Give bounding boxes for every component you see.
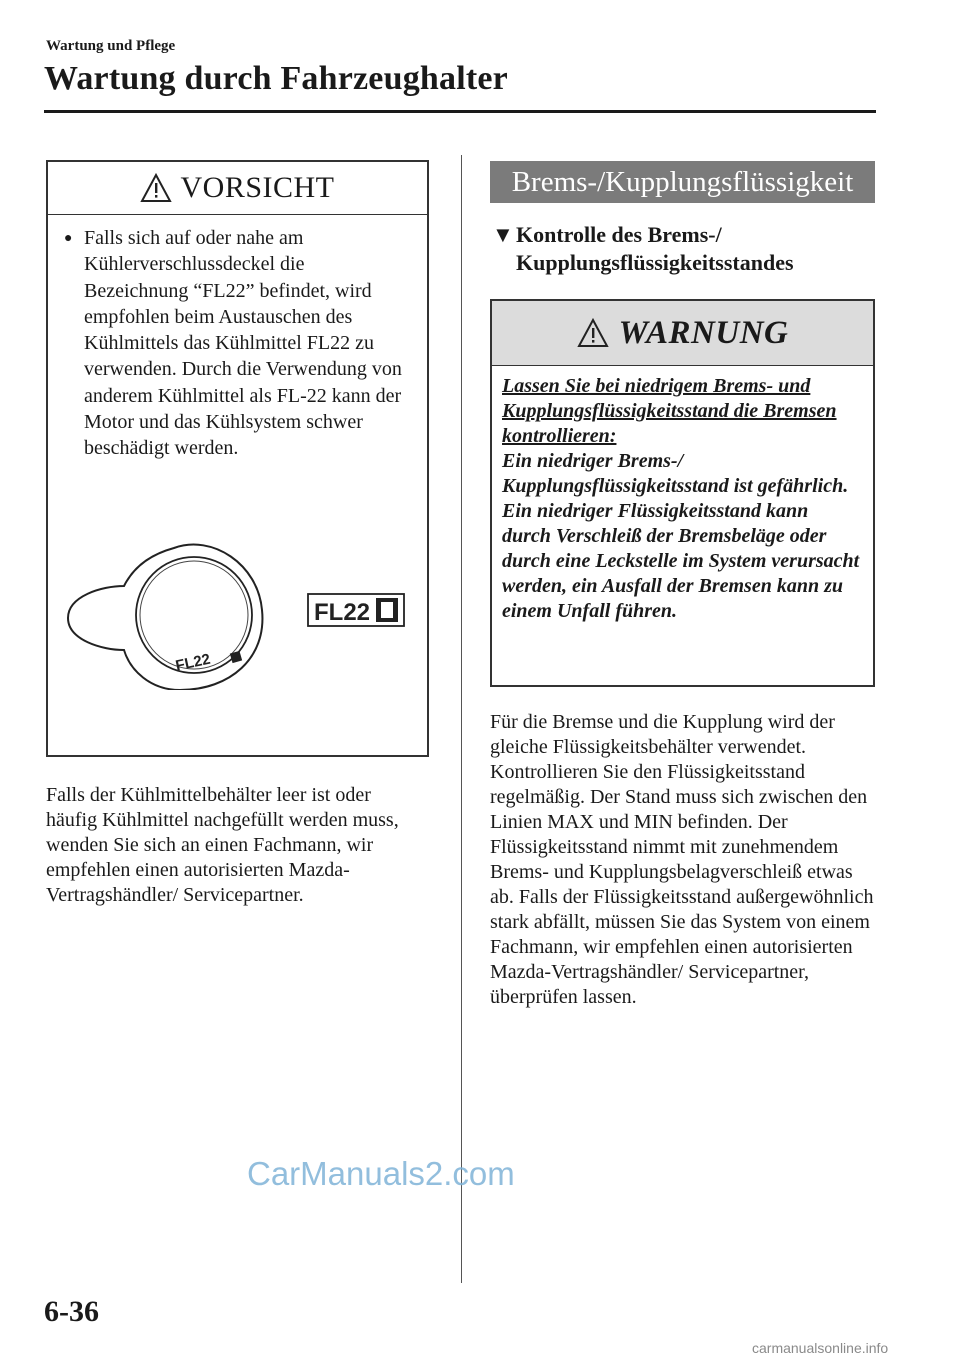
warning-triangle-icon bbox=[577, 318, 609, 348]
caution-title: VORSICHT bbox=[180, 171, 335, 204]
watermark: CarManuals2.com bbox=[247, 1155, 515, 1192]
warning-lead: Lassen Sie bei niedrigem Brems- und Kupplungsflüssigkeitsstand die Bremsen kontrollieren: bbox=[502, 375, 837, 447]
caution-bullet-text: Falls sich auf oder nahe am Kühlerverschlussdeckel die Bezeichnung “FL22” befindet, wird empfohlen beim Austauschen des Kühlmittels das Kühlmittel FL22 zu verwenden. Durch die Verwendung von anderem Kühlmittel als FL-22 kann der Motor und das Kühlsystem schwer beschädigt werden. bbox=[84, 227, 402, 460]
cap-fl22-label: FL22 bbox=[174, 650, 212, 675]
warning-title: WARNUNG bbox=[618, 314, 789, 351]
section-label: Wartung und Pflege bbox=[46, 38, 176, 54]
page-number: 6-36 bbox=[44, 1295, 99, 1328]
bullet-icon: ● bbox=[64, 231, 73, 246]
subheading-text: Kontrolle des Brems-/ Kupplungsflüssigkeitsstandes bbox=[516, 222, 794, 275]
column-divider bbox=[461, 155, 462, 1283]
warning-body bbox=[492, 366, 873, 624]
warning-header bbox=[492, 301, 873, 366]
warning-text: Ein niedriger Brems-/ Kupplungsflüssigkeitsstand ist gefährlich. Ein niedriger Flüssigkeitsstand kann durch Verschleiß der Bremsbeläge oder durch eine Leckstelle im System verursacht werden, ein Ausfall der Bremsen kann zu einem Unfall führen. bbox=[502, 450, 860, 622]
caution-bullet-item bbox=[48, 215, 427, 462]
subheading bbox=[492, 221, 872, 277]
warning-triangle-icon bbox=[140, 173, 172, 203]
brake-fluid-paragraph: Für die Bremse und die Kupplung wird der gleiche Flüssigkeitsbehälter verwendet. Kontrollieren Sie den Flüssigkeitsstand regelmäßig. Der Stand muss sich zwischen den Linien MAX und MIN befinden. Der Flüssigkeitsstand nimmt mit zunehmendem Brems- und Kupplungsbelagverschleiß etwas ab. Falls der Flüssigkeitsstand außergewöhnlich stark abfällt, müssen Sie das System von einem Fachmann, wir empfehlen einen autorisierten Mazda-Vertragshändler/ Servicepartner, überprüfen lassen. bbox=[490, 711, 874, 1008]
caution-box bbox=[46, 160, 429, 757]
title-rule bbox=[44, 110, 876, 113]
watermark-site: carmanualsonline.info bbox=[752, 1340, 889, 1356]
fl22-badge-label: FL22 bbox=[314, 599, 371, 626]
radiator-cap-illustration bbox=[62, 540, 412, 690]
page-title: Wartung durch Fahrzeughalter bbox=[44, 60, 508, 97]
warning-box bbox=[490, 299, 875, 687]
caution-header bbox=[48, 162, 427, 215]
triangle-marker-icon: ▼ bbox=[492, 222, 514, 247]
section-heading: Brems-/Kupplungsflüssigkeit bbox=[511, 165, 854, 198]
coolant-paragraph: Falls der Kühlmittelbehälter leer ist oder häufig Kühlmittel nachgefüllt werden muss, wenden Sie sich an einen Fachmann, wir empfehlen einen autorisierten Mazda-Vertragshändler/ Servicepartner. bbox=[46, 784, 399, 906]
section-heading-bar bbox=[490, 161, 875, 203]
